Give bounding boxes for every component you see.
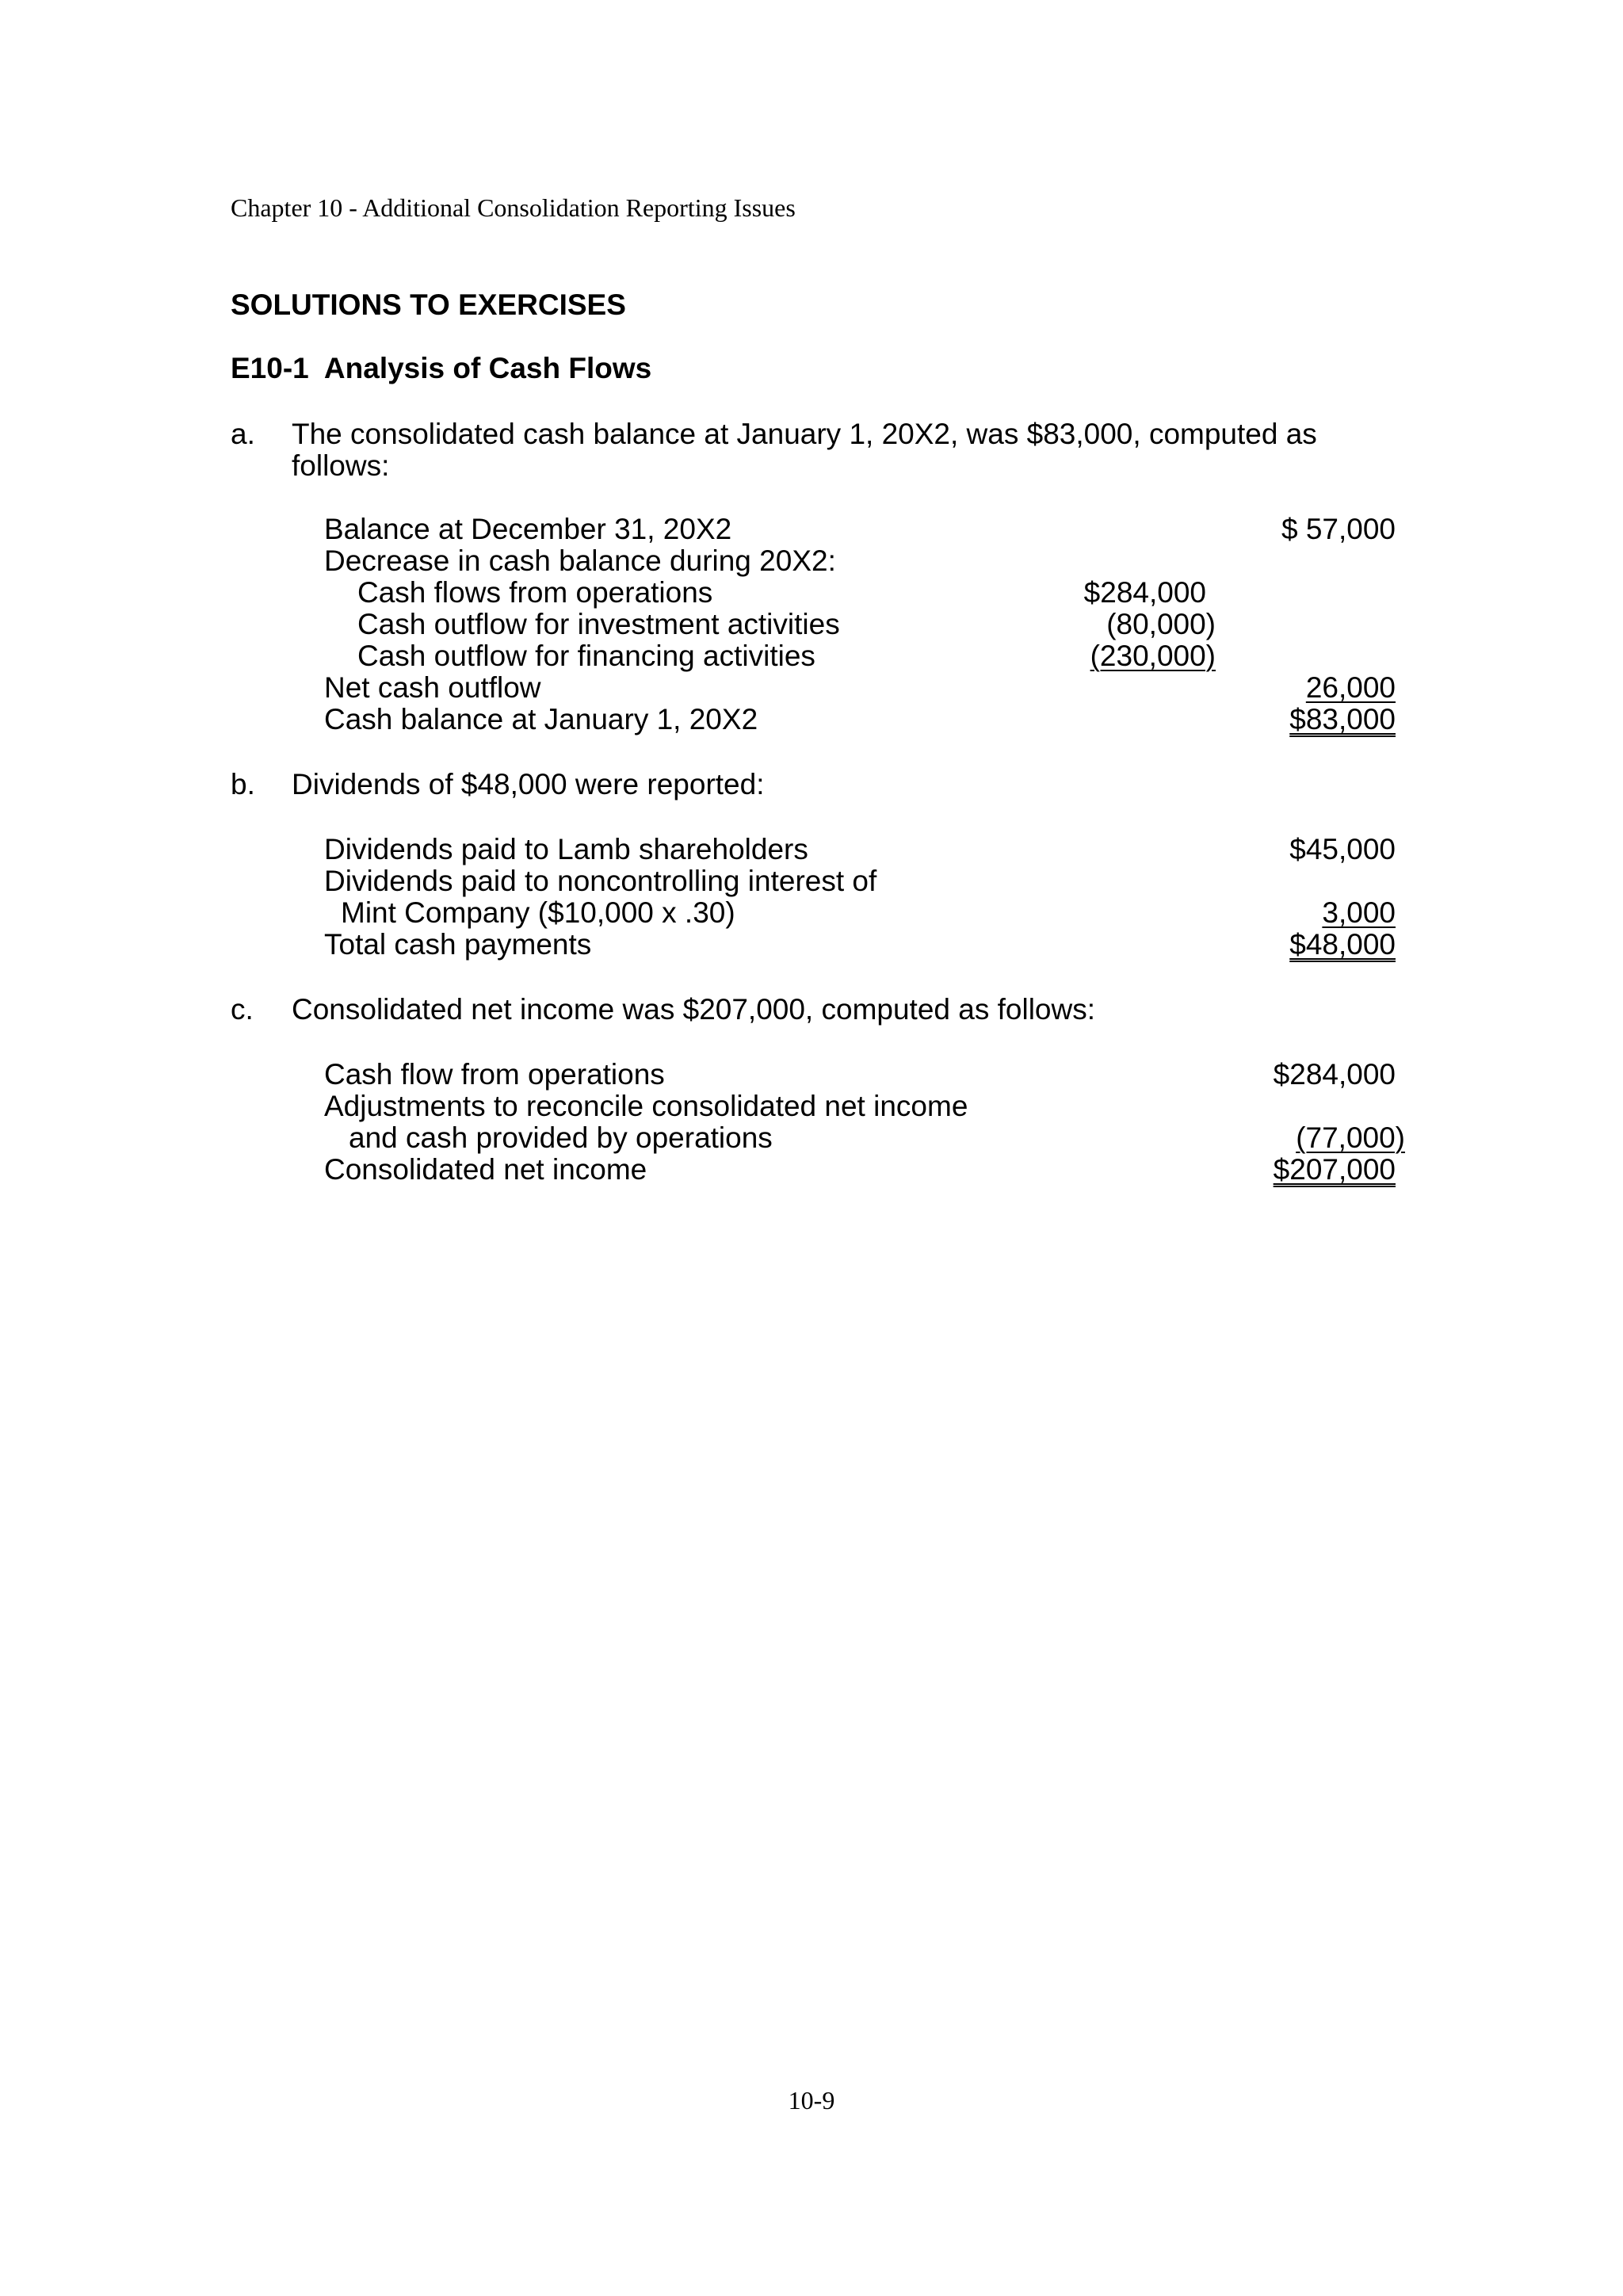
part-b-marker: b. bbox=[231, 768, 255, 800]
row-label: Total cash payments bbox=[324, 928, 592, 961]
row-amount: 26,000 bbox=[1305, 671, 1396, 704]
row-subamount: (80,000) bbox=[1106, 608, 1216, 640]
row-label: Dividends paid to Lamb shareholders bbox=[324, 833, 808, 865]
row-subamount: $284,000 bbox=[1083, 576, 1206, 609]
part-c-marker: c. bbox=[231, 993, 254, 1026]
row-total: $207,000 bbox=[1273, 1153, 1396, 1186]
row-label: Decrease in cash balance during 20X2: bbox=[324, 544, 836, 577]
row-total: $83,000 bbox=[1289, 703, 1396, 735]
part-a-intro-line2: follows: bbox=[292, 449, 390, 482]
chapter-header: Chapter 10 - Additional Consolidation Reporting Issues bbox=[231, 193, 796, 222]
row-label: Net cash outflow bbox=[324, 671, 541, 704]
row-label: Cash flow from operations bbox=[324, 1058, 665, 1091]
row-label: Consolidated net income bbox=[324, 1153, 647, 1186]
row-label: Cash flows from operations bbox=[357, 576, 713, 609]
row-label: Dividends paid to noncontrolling interest of bbox=[324, 865, 877, 897]
section-title: SOLUTIONS TO EXERCISES bbox=[231, 288, 626, 321]
row-label: Cash balance at January 1, 20X2 bbox=[324, 703, 758, 735]
row-subamount: (230,000) bbox=[1090, 640, 1216, 672]
row-label: Adjustments to reconcile consolidated net income bbox=[324, 1090, 968, 1122]
row-label: Cash outflow for financing activities bbox=[357, 640, 815, 672]
page-number: 10-9 bbox=[788, 2086, 835, 2115]
part-b-intro: Dividends of $48,000 were reported: bbox=[292, 768, 765, 800]
row-amount: 3,000 bbox=[1322, 896, 1396, 929]
row-label: Mint Company ($10,000 x .30) bbox=[341, 896, 735, 929]
row-amount: $45,000 bbox=[1289, 833, 1396, 865]
row-total: $48,000 bbox=[1289, 928, 1396, 961]
row-amount: $ 57,000 bbox=[1281, 513, 1396, 545]
part-a-marker: a. bbox=[231, 418, 255, 450]
row-label: Cash outflow for investment activities bbox=[357, 608, 840, 640]
row-label: and cash provided by operations bbox=[349, 1121, 773, 1154]
row-amount: $284,000 bbox=[1273, 1058, 1396, 1091]
row-label: Balance at December 31, 20X2 bbox=[324, 513, 732, 545]
row-amount: (77,000) bbox=[1296, 1121, 1405, 1154]
part-c-intro: Consolidated net income was $207,000, computed as follows: bbox=[292, 993, 1095, 1026]
exercise-title: E10-1 Analysis of Cash Flows bbox=[231, 352, 652, 384]
part-a-intro-line1: The consolidated cash balance at January 1, 20X2, was $83,000, computed as bbox=[292, 418, 1317, 450]
